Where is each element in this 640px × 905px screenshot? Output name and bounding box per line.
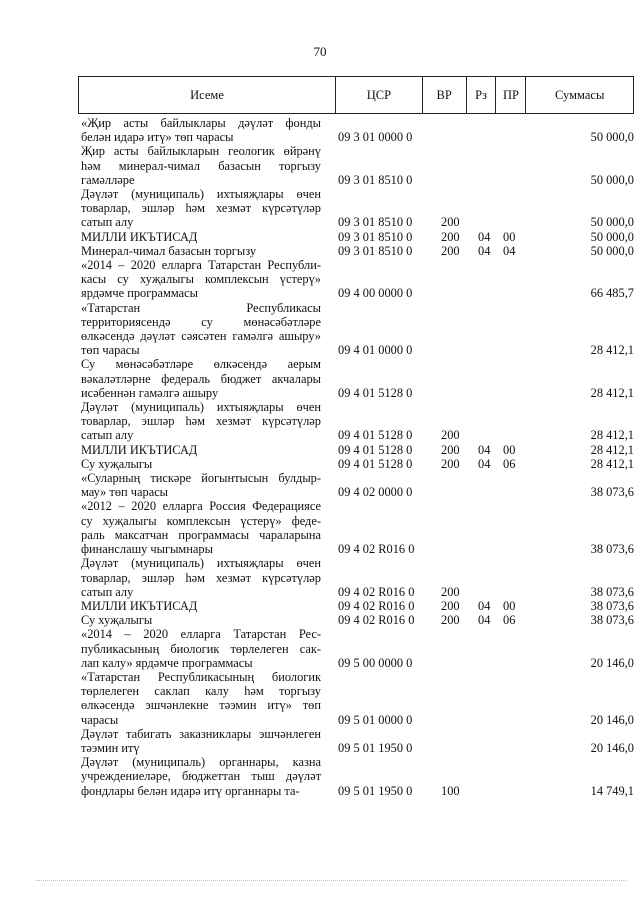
row-sum: 14 749,1 — [590, 783, 634, 798]
row-name-line: «Җир асты байлыклары дәүләт фонды — [81, 116, 321, 130]
row-vr: 200 — [441, 442, 460, 457]
table-row — [81, 599, 634, 613]
row-name-line: учреждениеләре, бюджеттан тыш дәүләт — [81, 769, 321, 784]
row-sum: 38 073,6 — [590, 584, 634, 599]
row-csr: 09 4 02 R016 0 — [338, 613, 415, 628]
row-name-line: һәм минерал-чимал базасын торгызу — [81, 158, 321, 173]
row-vr: 200 — [441, 243, 460, 258]
row-sum: 66 485,7 — [590, 286, 634, 301]
row-name-line: лап калу» ярдәмче программасы — [81, 655, 253, 670]
row-name — [81, 244, 321, 258]
row-csr: 09 4 02 R016 0 — [338, 598, 415, 613]
page-number: 70 — [313, 44, 327, 59]
row-name-line: товарлар, эшләр һәм хезмәт күрсәтүләр — [81, 414, 321, 429]
table-row — [81, 258, 634, 301]
row-csr: 09 3 01 8510 0 — [338, 215, 413, 230]
row-vr: 200 — [441, 584, 460, 599]
row-name — [81, 400, 321, 443]
row-name-line: сатып алу — [81, 428, 134, 443]
row-name-line: Дәүләт (муниципаль) ихтыяҗлары өчен — [81, 187, 321, 202]
row-name-line: Минерал-чимал базасын торгызу — [81, 243, 257, 258]
row-rz: 04 — [478, 456, 491, 471]
row-name-line: Дәүләт (муниципаль) ихтыяҗлары өчен — [81, 556, 321, 571]
row-name — [81, 116, 321, 144]
row-name-line: сатып алу — [81, 215, 134, 230]
row-sum: 50 000,0 — [590, 243, 634, 258]
row-name-line: сатып алу — [81, 584, 134, 599]
row-name-line: Дәүләт (муниципаль) органнары, казна — [81, 755, 321, 770]
row-rz: 04 — [478, 598, 491, 613]
row-rz: 04 — [478, 229, 491, 244]
row-vr: 200 — [441, 598, 460, 613]
row-sum: 50 000,0 — [590, 215, 634, 230]
row-vr: 200 — [441, 229, 460, 244]
table-row — [81, 400, 634, 443]
row-csr: 09 3 01 0000 0 — [338, 130, 413, 145]
row-sum: 28 412,1 — [590, 456, 634, 471]
row-name-line: раль максатчан программасы чараларына — [81, 527, 321, 542]
row-name — [81, 599, 321, 613]
row-name-line: төрлелеген саклап калу һәм торгызу — [81, 684, 321, 699]
table-row — [81, 187, 634, 230]
row-name — [81, 144, 321, 187]
row-vr: 200 — [441, 456, 460, 471]
row-name-line: су хуҗалыгы комплексын үстерү» феде- — [81, 513, 321, 528]
row-sum: 20 146,0 — [590, 712, 634, 727]
row-csr: 09 5 01 1950 0 — [338, 740, 413, 755]
row-name-line: ярдәмче программасы — [81, 286, 198, 301]
table-row — [81, 755, 634, 798]
table-row — [81, 230, 634, 244]
row-vr: 200 — [441, 428, 460, 443]
row-sum: 50 000,0 — [590, 130, 634, 145]
row-name-line: касы су хуҗалыгы комплексын үстерү» — [81, 272, 321, 287]
row-name — [81, 357, 321, 400]
row-name-line: төп чарасы — [81, 343, 140, 358]
row-sum: 38 073,6 — [590, 485, 634, 500]
row-csr: 09 4 01 0000 0 — [338, 343, 413, 358]
row-name-line: белән идарә итү» төп чарасы — [81, 130, 234, 145]
row-csr: 09 4 01 5128 0 — [338, 442, 413, 457]
table-header — [78, 76, 634, 114]
table-row — [81, 144, 634, 187]
row-name-line: МИЛЛИ ИКЪТИСАД — [81, 229, 198, 244]
row-name — [81, 670, 321, 727]
row-sum: 20 146,0 — [590, 740, 634, 755]
row-name — [81, 471, 321, 499]
header-csr: ЦСР — [336, 77, 423, 113]
row-sum: 28 412,1 — [590, 442, 634, 457]
row-name-line: финанслашу чыгымнары — [81, 542, 213, 557]
row-name — [81, 556, 321, 599]
row-sum: 28 412,1 — [590, 343, 634, 358]
row-sum: 20 146,0 — [590, 655, 634, 670]
table-row — [81, 457, 634, 471]
row-name-line: чарасы — [81, 712, 119, 727]
row-csr: 09 4 02 R016 0 — [338, 584, 415, 599]
row-name — [81, 258, 321, 301]
row-name-line: территориясендә су мөнәсәбәтләре — [81, 314, 321, 329]
row-name-line: тәэмин итү — [81, 740, 140, 755]
header-name: Исеме — [79, 77, 336, 113]
row-name — [81, 755, 321, 798]
row-sum: 38 073,6 — [590, 613, 634, 628]
row-csr: 09 3 01 8510 0 — [338, 243, 413, 258]
row-name-line: «2014 – 2020 елларга Татарстан Республи- — [81, 258, 321, 273]
row-name — [81, 499, 321, 556]
row-name-line: «Татарстан Республикасы — [81, 300, 321, 315]
row-name — [81, 727, 321, 755]
row-name-line: өлкәсендә дәүләт сәясәтен гамәлгә ашыру» — [81, 329, 321, 344]
row-name — [81, 301, 321, 358]
row-vr: 200 — [441, 613, 460, 628]
row-csr: 09 4 01 5128 0 — [338, 385, 413, 400]
header-pr: ПР — [496, 77, 526, 113]
row-csr: 09 5 01 0000 0 — [338, 712, 413, 727]
table-row — [81, 443, 634, 457]
row-name — [81, 187, 321, 230]
row-name-line: мау» төп чарасы — [81, 485, 169, 500]
row-name-line: фондлары белән идарә итү органнары та- — [81, 783, 300, 798]
row-name — [81, 230, 321, 244]
row-name-line: товарлар, эшләр һәм хезмәт күрсәтүләр — [81, 570, 321, 585]
row-pr: 00 — [503, 229, 516, 244]
row-name-line: Җир асты байлыкларын геологик өйрәнү — [81, 144, 321, 159]
table-row — [81, 613, 634, 627]
table-row — [81, 116, 634, 144]
row-vr: 100 — [441, 783, 460, 798]
row-csr: 09 3 01 8510 0 — [338, 229, 413, 244]
row-sum: 38 073,6 — [590, 542, 634, 557]
row-csr: 09 5 01 1950 0 — [338, 783, 413, 798]
header-rz: Рз — [467, 77, 497, 113]
row-name — [81, 627, 321, 670]
row-pr: 00 — [503, 598, 516, 613]
table-row — [81, 727, 634, 755]
table-row — [81, 556, 634, 599]
row-name-line: вәкаләтләрне федераль бюджет акчалары — [81, 371, 321, 386]
row-name — [81, 613, 321, 627]
row-name-line: МИЛЛИ ИКЪТИСАД — [81, 442, 198, 457]
row-name-line: «Суларның тискәре йогынтысын булдыр- — [81, 471, 321, 486]
row-name — [81, 443, 321, 457]
row-csr: 09 5 00 0000 0 — [338, 655, 413, 670]
row-name-line: гамәлләре — [81, 172, 135, 187]
row-rz: 04 — [478, 243, 491, 258]
table-row — [81, 471, 634, 499]
row-name-line: Дәүләт табигать заказниклары эшчәнлеген — [81, 726, 321, 741]
row-rz: 04 — [478, 613, 491, 628]
header-vr: ВР — [423, 77, 467, 113]
row-csr: 09 4 00 0000 0 — [338, 286, 413, 301]
row-csr: 09 4 01 5128 0 — [338, 428, 413, 443]
table-row — [81, 244, 634, 258]
table-row — [81, 357, 634, 400]
row-name-line: исәбеннән гамәлгә ашыру — [81, 385, 219, 400]
row-sum: 50 000,0 — [590, 172, 634, 187]
row-vr: 200 — [441, 215, 460, 230]
row-sum: 28 412,1 — [590, 385, 634, 400]
table-row — [81, 301, 634, 358]
row-name-line: өлкәсендә эшчәнлекне тәэмин итү» төп — [81, 698, 321, 713]
row-pr: 06 — [503, 613, 516, 628]
row-name-line: Су хуҗалыгы — [81, 613, 153, 628]
row-csr: 09 4 02 0000 0 — [338, 485, 413, 500]
row-csr: 09 4 02 R016 0 — [338, 542, 415, 557]
table-row — [81, 499, 634, 556]
row-rz: 04 — [478, 442, 491, 457]
row-name-line: товарлар, эшләр һәм хезмәт күрсәтүләр — [81, 201, 321, 216]
table-body — [81, 116, 634, 798]
row-name-line: «2012 – 2020 елларга Россия Федерациясе — [81, 499, 321, 514]
row-pr: 00 — [503, 442, 516, 457]
row-name-line: «Татарстан Республикасының биологик — [81, 669, 321, 684]
scan-edge-line — [36, 880, 626, 882]
row-name-line: «2014 – 2020 елларга Татарстан Рес- — [81, 627, 321, 642]
row-pr: 04 — [503, 243, 516, 258]
row-name-line: публикасының биологик төрлелеген сак- — [81, 641, 321, 656]
row-pr: 06 — [503, 456, 516, 471]
row-name-line: Су мөнәсәбәтләре өлкәсендә аерым — [81, 357, 321, 372]
row-sum: 38 073,6 — [590, 598, 634, 613]
table-row — [81, 670, 634, 727]
row-sum: 50 000,0 — [590, 229, 634, 244]
row-sum: 28 412,1 — [590, 428, 634, 443]
row-csr: 09 4 01 5128 0 — [338, 456, 413, 471]
header-sum: Суммасы — [555, 87, 605, 102]
row-name-line: Дәүләт (муниципаль) ихтыяҗлары өчен — [81, 400, 321, 415]
row-name-line: МИЛЛИ ИКЪТИСАД — [81, 598, 198, 613]
row-name — [81, 457, 321, 471]
row-name-line: Су хуҗалыгы — [81, 456, 153, 471]
row-csr: 09 3 01 8510 0 — [338, 172, 413, 187]
table-row — [81, 627, 634, 670]
